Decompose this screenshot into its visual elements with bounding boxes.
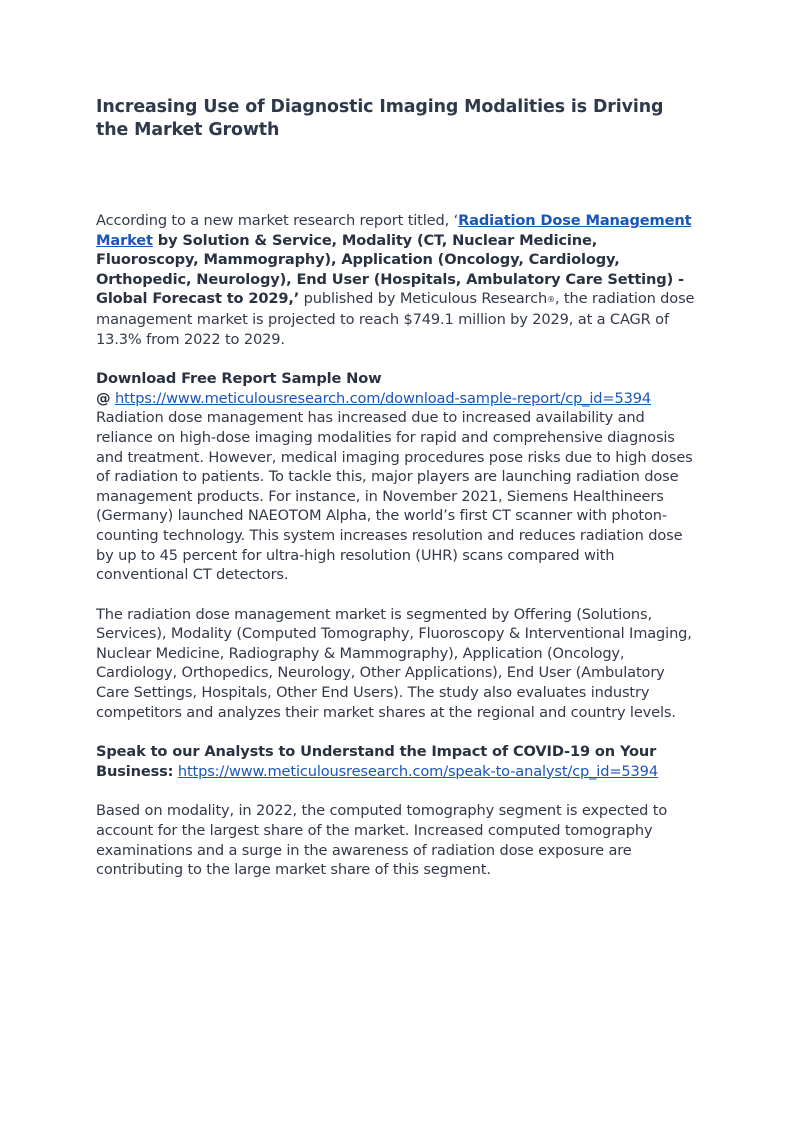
download-sample-link[interactable]: https://www.meticulousresearch.com/download-sample-report/cp_id=5394 — [114, 389, 652, 407]
publisher-text: published by Meticulous Research — [299, 290, 548, 308]
page-title: Increasing Use of Diagnostic Imaging Modalities is Driving the Market Growth — [96, 97, 664, 140]
document-page — [96, 96, 700, 880]
analyst-paragraph — [96, 742, 700, 781]
report-title-rest: by Solution & Service, Modality (CT, Nuclear Medicine, Fluoroscopy, Mammography), Application (Oncology, Cardiology, Orthopedic, Neurology), End User (Hospitals, Ambulatory Care Setting) - Global Forecast to 2029,’ — [96, 231, 684, 308]
report-title-link[interactable]: Radiation Dose Management Market — [96, 212, 692, 249]
body-paragraph-1: Radiation dose management has increased due to increased availability and reliance on high-dose imaging modalities for rapid and comprehensive diagnosis and treatment. However, medical imaging procedures pose risks due to high doses of radiation to patients. To tackle this, major players are launching radiation dose management products. For instance, in November 2021, Siemens Healthineers (Germany) launched NAEOTOM Alpha, the world’s first CT scanner with photon-counting technology. This system increases resolution and reduces radiation dose by up to 45 percent for ultra-high resolution (UHR) scans compared with conventional CT detectors. — [96, 409, 693, 584]
analyst-label: Speak to our Analysts to Understand the Impact of COVID-19 on Your Business: — [96, 743, 657, 780]
intro-paragraph — [96, 211, 700, 349]
download-label: Download Free Report Sample Now — [96, 370, 382, 388]
speak-to-analyst-link[interactable]: https://www.meticulousresearch.com/speak-to-analyst/cp_id=5394 — [177, 762, 658, 780]
download-paragraph — [96, 369, 700, 408]
body-paragraph-2: The radiation dose management market is segmented by Offering (Solutions, Services), Modality (Computed Tomography, Fluoroscopy & Interventional Imaging, Nuclear Medicine, Radiography & Mammography), Application (Oncology, Cardiology, Orthopedics, Neurology, Other Applications), End User (Ambulatory Care Settings, Hospitals, Other End Users). The study also evaluates industry competitors and analyzes their market shares at the regional and country levels. — [96, 605, 692, 721]
intro-lead: According to a new market research report titled, ‘ — [96, 212, 459, 229]
download-at: @ — [96, 389, 111, 407]
intro-tail: , the radiation dose management market is projected to reach $749.1 million by 2029, at a CAGR of 13.3% from 2022 to 2029. — [96, 290, 695, 348]
registered-mark: ® — [547, 295, 555, 305]
body-paragraph-3: Based on modality, in 2022, the computed tomography segment is expected to account for the largest share of the market. Increased computed tomography examinations and a surge in the awareness of radiation dose exposure are contributing to the large market share of this segment. — [96, 802, 668, 879]
